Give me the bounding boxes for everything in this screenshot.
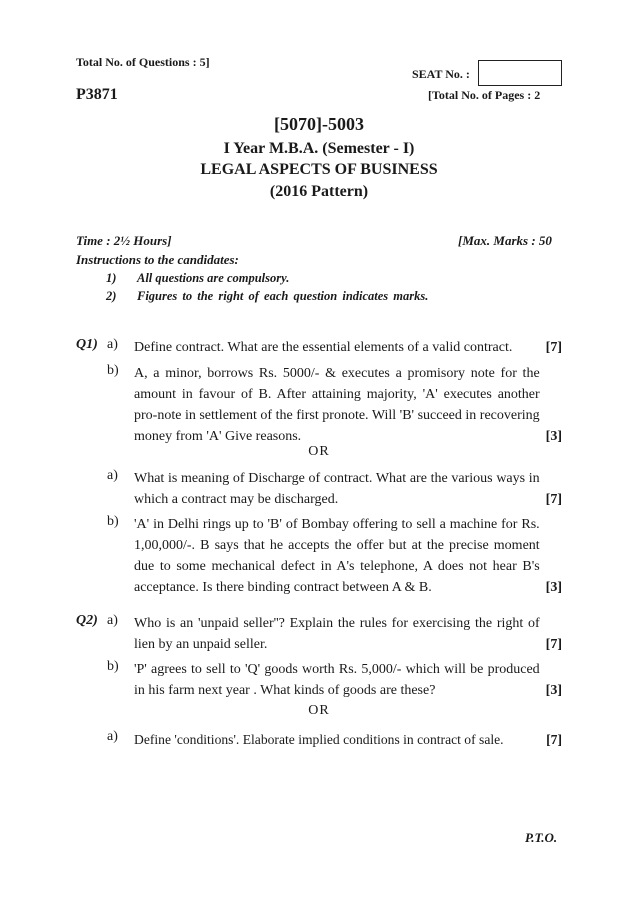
q1-a2-sub: a) bbox=[107, 468, 118, 483]
subject-title: LEGAL ASPECTS OF BUSINESS bbox=[200, 161, 438, 178]
exam-code: [5070]-5003 bbox=[274, 114, 364, 134]
q2-a1-sub: a) bbox=[107, 613, 118, 628]
q2-label: Q2) bbox=[76, 613, 98, 628]
max-marks: [Max. Marks : 50 bbox=[458, 233, 552, 248]
seat-no-box bbox=[478, 60, 562, 86]
q2-b1-marks: [3] bbox=[545, 683, 562, 698]
q2-a2-sub: a) bbox=[107, 729, 118, 744]
q1-a1-question bbox=[134, 337, 562, 358]
instruction-1-text: All questions are compulsory. bbox=[137, 271, 290, 285]
q1-b1-text: A, a minor, borrows Rs. 5000/- & executes a promisory note for the amount in favour of B. After attaining majority, 'A' executes another pro-note in settlement of the first pronote. Will 'B' succeed in recovering money from 'A' Give reasons. bbox=[134, 366, 540, 444]
q2-or: OR bbox=[308, 703, 330, 718]
q2-a1-marks: [7] bbox=[545, 637, 562, 652]
paper-code: P3871 bbox=[76, 86, 118, 103]
q1-b2-text: 'A' in Delhi rings up to 'B' of Bombay offering to sell a machine for Rs. 1,00,000/-. B says that he accepts the offer but at the precise moment due to some mechanical defect in A's telephone, A does not hear B's acceptance. Is there binding contract between A & B. bbox=[134, 517, 540, 595]
q1-a2-marks: [7] bbox=[545, 492, 562, 507]
q1-a1-sub: a) bbox=[107, 337, 118, 352]
q1-b2-sub: b) bbox=[107, 514, 119, 529]
q1-b2-marks: [3] bbox=[545, 580, 562, 595]
q2-a2-text: Define 'conditions'. Elaborate implied conditions in contract of sale. bbox=[134, 732, 504, 747]
q1-a2-question bbox=[134, 468, 562, 510]
q2-b1-question bbox=[134, 659, 562, 701]
course-title: I Year M.B.A. (Semester - I) bbox=[223, 140, 415, 157]
time: Time : 2½ Hours] bbox=[76, 233, 172, 248]
q2-a2-marks: [7] bbox=[546, 732, 562, 747]
q1-a1-text: Define contract. What are the essential elements of a valid contract. bbox=[134, 340, 513, 355]
total-pages: [Total No. of Pages : 2 bbox=[428, 88, 541, 102]
q1-a2-text: What is meaning of Discharge of contract. What are the various ways in which a contract may be discharged. bbox=[134, 471, 540, 507]
instruction-2-text: Figures to the right of each question indicates marks. bbox=[137, 289, 429, 303]
q2-b1-sub: b) bbox=[107, 659, 119, 674]
total-questions: Total No. of Questions : 5] bbox=[76, 55, 210, 69]
q1-b2-question bbox=[134, 514, 562, 598]
pto: P.T.O. bbox=[525, 830, 558, 845]
q1-b1-marks: [3] bbox=[545, 429, 562, 444]
pattern: (2016 Pattern) bbox=[269, 183, 369, 200]
q2-a1-text: Who is an 'unpaid seller''? Explain the rules for exercising the right of lien by an unpaid seller. bbox=[134, 616, 540, 652]
q2-a2-question bbox=[134, 729, 562, 750]
q1-b1-sub: b) bbox=[107, 363, 119, 378]
q1-or: OR bbox=[308, 444, 330, 459]
instructions-title: Instructions to the candidates: bbox=[76, 252, 239, 267]
q1-b1-question bbox=[134, 363, 562, 447]
q2-b1-text: 'P' agrees to sell to 'Q' goods worth Rs. 5,000/- which will be produced in his farm next year . What kinds of goods are these? bbox=[134, 662, 540, 698]
seat-no-label: SEAT No. : bbox=[412, 67, 470, 81]
instruction-1-num: 1) bbox=[106, 271, 117, 285]
q2-a1-question bbox=[134, 613, 562, 655]
q1-label: Q1) bbox=[76, 337, 98, 352]
instruction-2-num: 2) bbox=[106, 289, 117, 303]
q1-a1-marks: [7] bbox=[545, 340, 562, 355]
